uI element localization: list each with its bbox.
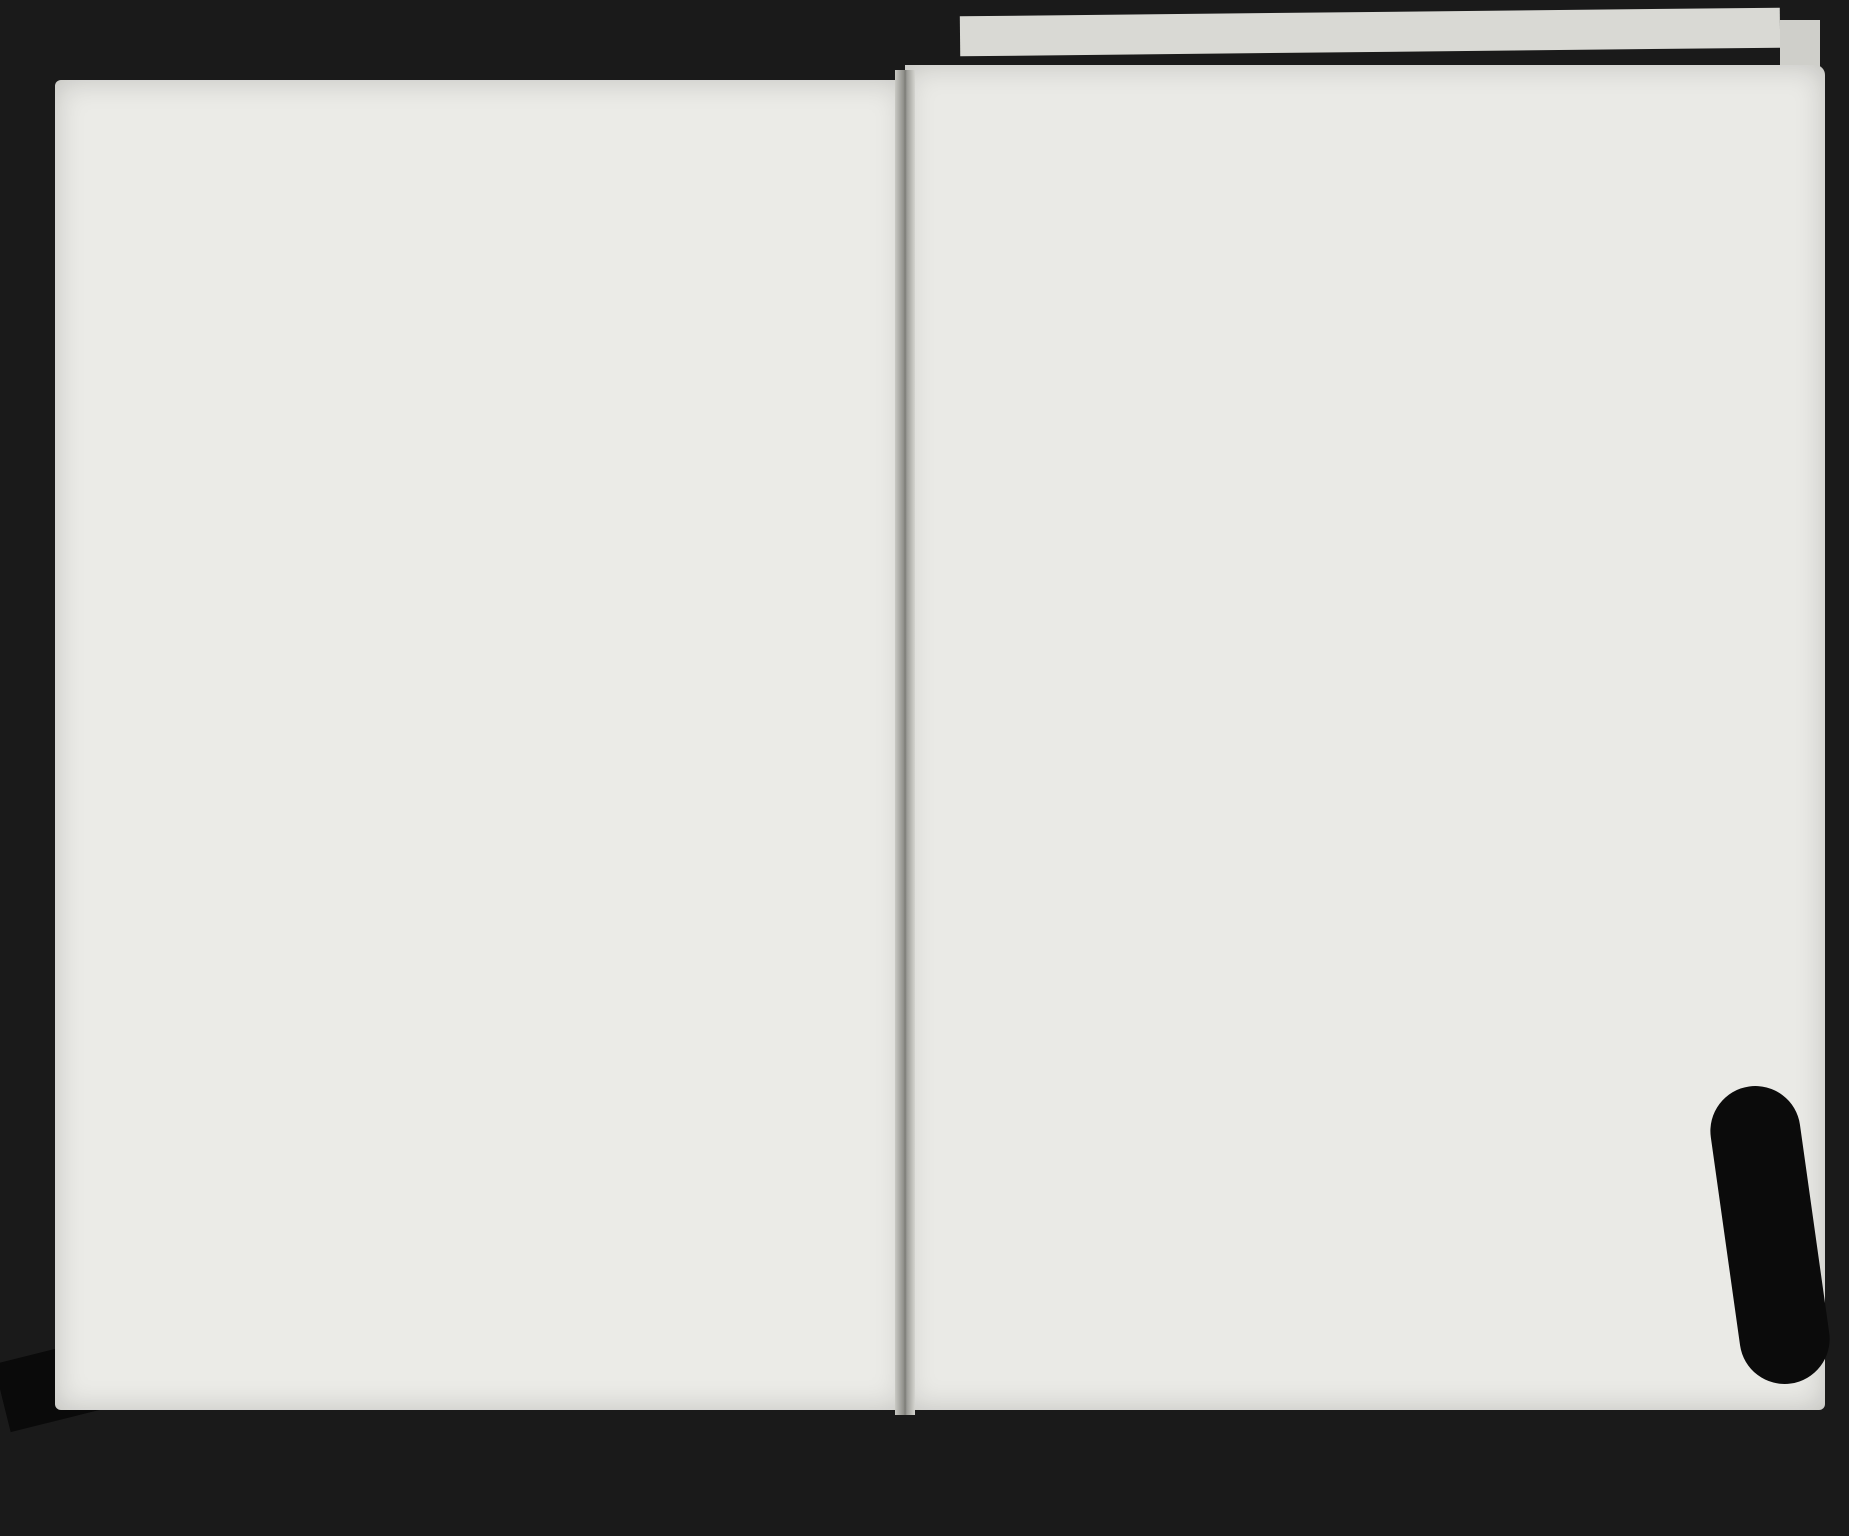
header-sex-male: [698, 290, 722, 340]
underlying-page-edge: [960, 8, 1780, 57]
header-sidebuilding: [630, 175, 698, 340]
header-marital-status: [828, 170, 900, 340]
header-households: [140, 175, 198, 340]
header-family-role: [744, 200, 824, 340]
header-religion: [1332, 185, 1402, 340]
header-person-number: [200, 200, 218, 340]
rules-text: [1542, 352, 1744, 1372]
header-disability: [1406, 170, 1472, 340]
header-sex: [700, 175, 740, 260]
header-citizenship: [1260, 222, 1328, 340]
header-sex-female: [720, 290, 744, 340]
header-occupation: [930, 200, 1090, 340]
header-usual-residence: [552, 198, 626, 338]
header-disability-onset: [1476, 170, 1538, 340]
header-birthplace: [1144, 222, 1254, 340]
